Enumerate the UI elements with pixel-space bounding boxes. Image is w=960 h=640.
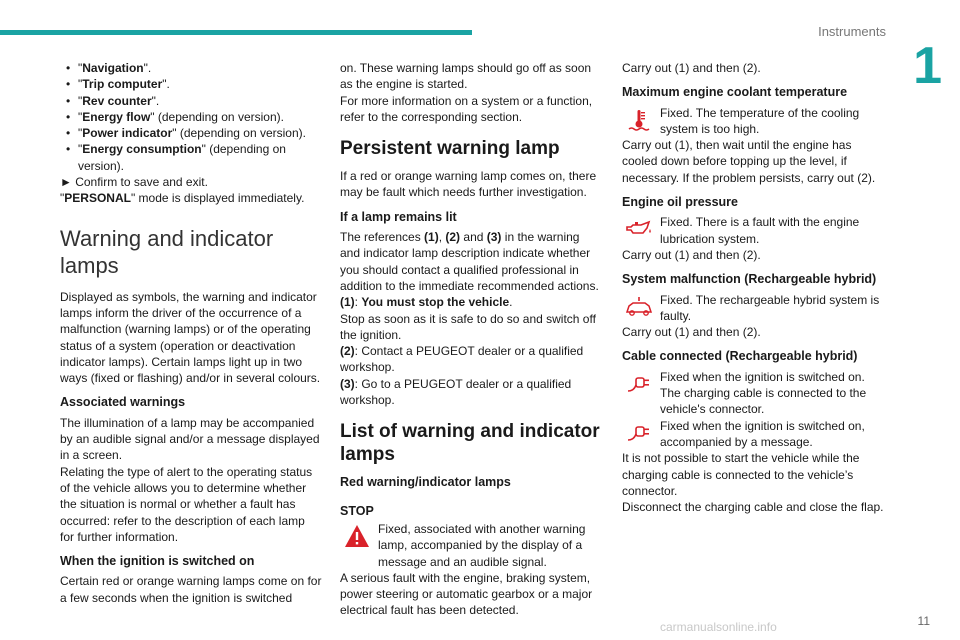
cable-lamp-description-2: Fixed when the ignition is switched on, accompanied by a message. — [660, 418, 865, 449]
stop-lamp-row — [340, 521, 602, 570]
oil-pressure-icon — [622, 214, 656, 244]
paragraph: The illumination of a lamp may be accompanied by an audible signal and/or a message displayed in a screen. — [60, 415, 320, 463]
list-item: • "Rev counter". — [64, 93, 322, 109]
paragraph: If a red or orange warning lamp comes on, there may be fault which needs further investigation. — [340, 169, 597, 200]
personal-mode-note: "PERSONAL" mode is displayed immediately. — [60, 191, 305, 206]
list-item: • "Navigation". — [64, 60, 322, 76]
intro-paragraph: Displayed as symbols, the warning and indicator lamps inform the driver of the occurrence of a malfunction (warning lamps) or of the operating status of a system (operation or deactivation indicator lamps). Certain lamps light up in two ways (fixed or flashing) and/or in several colours. — [60, 289, 321, 386]
associated-warnings-heading: Associated warnings — [60, 395, 186, 410]
coolant-lamp-row — [622, 105, 884, 138]
list-item: • "Trip computer". — [64, 76, 322, 92]
stop-lamp-description: Fixed, associated with another warning lamp, accompanied by the display of a message and an audible signal. — [378, 521, 586, 569]
watermark: carmanualsonline.info — [660, 620, 777, 634]
page-section-title: Instruments — [818, 24, 886, 39]
column-1 — [60, 60, 322, 606]
oil-pressure-heading: Engine oil pressure — [622, 195, 739, 210]
reference-1-detail: Stop as soon as it is safe to do so and switch off the ignition. — [340, 311, 596, 342]
carry-out-note: Carry out (1) and then (2). — [622, 325, 761, 340]
list-item: • "Energy consumption" (depending on version). — [64, 141, 322, 174]
carry-out-note: Carry out (1) and then (2). — [622, 61, 761, 75]
system-malfunction-heading: System malfunction (Rechargeable hybrid) — [622, 272, 877, 287]
coolant-temperature-icon — [622, 105, 656, 135]
paragraph: Carry out (1), then wait until the engine has cooled down before topping up the level, if necessary. If the problem persists, carry out (2). — [622, 138, 876, 185]
carry-out-note: Carry out (1) and then (2). — [622, 247, 761, 262]
paragraph: Disconnect the charging cable and close the flap. — [622, 500, 884, 515]
paragraph: For more information on a system or a function, refer to the corresponding section. — [340, 93, 593, 124]
reference-3: (3): Go to a PEUGEOT dealer or a qualified workshop. — [340, 376, 572, 408]
reference-2: (2): Contact a PEUGEOT dealer or a qualified workshop. — [340, 344, 584, 375]
cable-lamp-row-2 — [622, 418, 884, 451]
system-malfunction-description: Fixed. The rechargeable hybrid system is faulty. — [660, 292, 880, 323]
coolant-lamp-description: Fixed. The temperature of the cooling system is too high. — [660, 105, 860, 136]
paragraph: Certain red or orange warning lamps come on for a few seconds when the ignition is switched — [60, 574, 322, 605]
lamp-remains-lit-heading: If a lamp remains lit — [340, 209, 457, 224]
charging-cable-icon — [622, 418, 656, 448]
header-accent-bar — [0, 30, 472, 35]
chapter-number: 1 — [913, 37, 942, 95]
paragraph: It is not possible to start the vehicle while the charging cable is connected to the vehicle’s connector. — [622, 451, 860, 498]
hybrid-system-fault-icon — [622, 292, 656, 322]
oil-lamp-row — [622, 214, 884, 247]
section-title-warning-lamps: Warning and indicator lamps — [60, 225, 274, 278]
paragraph: on. These warning lamps should go off as soon as the engine is started. — [340, 61, 592, 92]
list-item: • "Power indicator" (depending on version). — [64, 125, 322, 141]
display-mode-list — [64, 60, 322, 174]
ignition-on-heading: When the ignition is switched on — [60, 554, 255, 569]
persistent-lamp-heading: Persistent warning lamp — [340, 138, 560, 160]
list-item: • "Energy flow" (depending on version). — [64, 109, 322, 125]
coolant-temperature-heading: Maximum engine coolant temperature — [622, 85, 848, 100]
page-number: 11 — [917, 614, 930, 628]
reference-1: (1): You must stop the vehicle. — [340, 295, 513, 310]
column-3 — [622, 60, 884, 515]
column-2 — [340, 60, 602, 619]
cable-connected-heading: Cable connected (Rechargeable hybrid) — [622, 349, 858, 364]
references-paragraph: The references (1), (2) and (3) in the warning and indicator lamp description indicate whether you should contact a qualified professional in addition to the immediate recommended actions. — [340, 230, 599, 293]
lamp-list-heading: List of warning and indicator lamps — [340, 421, 600, 466]
stop-lamp-heading: STOP — [340, 503, 374, 518]
paragraph: Relating the type of alert to the operating status of the vehicle allows you to determine whether the situation is normal or whether a fault has occurred: refer to the description of each lamp for further information. — [60, 464, 313, 544]
paragraph: A serious fault with the engine, braking system, power steering or automatic gearbox or a major electrical fault has been detected. — [340, 570, 593, 618]
confirm-instruction: ► Confirm to save and exit. — [60, 175, 208, 190]
system-malfunction-row — [622, 292, 884, 325]
charging-cable-icon — [622, 369, 656, 399]
red-lamps-heading: Red warning/indicator lamps — [340, 475, 511, 490]
cable-lamp-description-1: Fixed when the ignition is switched on. The charging cable is connected to the vehicle's connector. — [660, 369, 867, 417]
oil-lamp-description: Fixed. There is a fault with the engine lubrication system. — [660, 215, 860, 246]
cable-lamp-row-1 — [622, 369, 884, 418]
